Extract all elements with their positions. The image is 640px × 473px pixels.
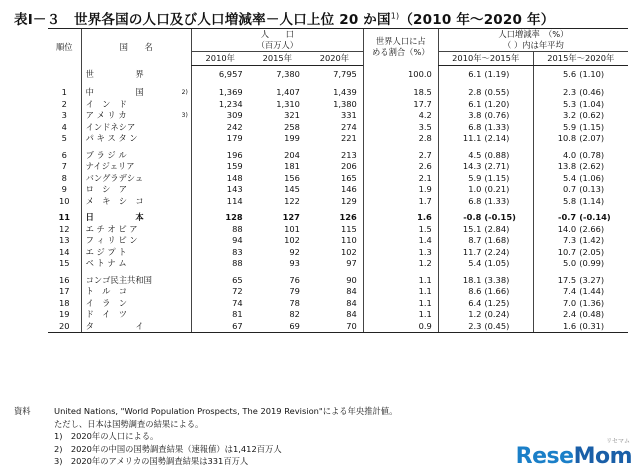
share-cell: 1.1 <box>363 309 438 321</box>
header-growth <box>438 29 628 52</box>
growth-2015-2020-annual-cell: (2.62) <box>579 161 605 171</box>
share-cell: 1.3 <box>363 247 438 259</box>
country-name: エ チ オ ピ ア <box>85 223 138 234</box>
growth-2010-2015-annual-cell: (-0.15) <box>484 212 516 222</box>
header-year-2020: 2020年 <box>306 52 363 66</box>
rank-cell: 4 <box>61 121 67 132</box>
country-name-cell <box>81 275 191 287</box>
growth-2010-2015-cell: 1.0 <box>438 184 482 196</box>
country-row <box>48 275 628 287</box>
share-cell: 2.6 <box>363 161 438 173</box>
header-year-2015: 2015年 <box>249 52 306 66</box>
header-period-2010-2015: 2010年～2015年 <box>438 52 533 66</box>
growth-2010-2015-cell: 4.5 <box>438 150 482 162</box>
rank-cell: 19 <box>59 309 70 319</box>
country-row <box>48 309 628 321</box>
pop-2010-cell: 1,369 <box>191 87 248 99</box>
growth-2010-2015-annual-cell: (0.55) <box>484 87 510 97</box>
growth-2015-2020-annual-cell: (0.62) <box>579 110 605 120</box>
note-1: 1) 2020年の人口による。 <box>54 431 159 441</box>
header-growth-note: （ ）内は年平均 <box>503 40 564 50</box>
growth-2010-2015-annual-cell: (1.66) <box>484 286 510 296</box>
growth-2015-2020-annual-cell: (1.14) <box>579 195 605 206</box>
pop-2020-cell: 165 <box>340 172 357 183</box>
country-name: ト ル コ <box>85 286 128 296</box>
country-row <box>48 196 628 208</box>
country-name-cell <box>81 99 191 111</box>
growth-2015-2020-annual-cell: (1.44) <box>579 286 605 296</box>
country-row <box>48 212 628 224</box>
share-cell: 1.4 <box>363 235 438 247</box>
pop-2020-cell: 97 <box>346 258 357 268</box>
growth-2015-2020-cell: 4.0 <box>533 150 577 162</box>
country-name-cell <box>81 258 191 270</box>
country-name: ド イ ツ <box>85 309 128 319</box>
pop-2020-cell: 221 <box>340 133 357 143</box>
pop-2020-cell: 70 <box>306 321 363 333</box>
growth-2015-2020-annual-cell: (0.99) <box>579 258 605 268</box>
pop-2015-cell: 181 <box>284 161 300 171</box>
pop-2015-cell: 199 <box>284 133 300 143</box>
world-name-text: 世 界 <box>85 68 144 79</box>
world-growth-1-annual: (1.19) <box>484 69 510 79</box>
pop-2015-cell: 258 <box>284 121 300 132</box>
country-name-cell <box>81 286 191 298</box>
country-row <box>48 173 628 185</box>
growth-2010-2015-annual-cell: (1.20) <box>484 98 510 109</box>
pop-2010-cell: 83 <box>191 247 248 259</box>
growth-2010-2015-cell: 5.4 <box>438 258 482 270</box>
pop-2015-cell: 122 <box>284 195 300 206</box>
header-share <box>363 29 438 66</box>
pop-2015-cell: 1,407 <box>276 87 300 97</box>
share-cell: 1.9 <box>363 184 438 196</box>
country-name-cell <box>81 196 191 208</box>
pop-2015-cell: 69 <box>249 321 306 333</box>
share-cell: 1.6 <box>363 212 438 224</box>
share-cell: 1.2 <box>363 258 438 270</box>
share-cell: 2.1 <box>363 173 438 185</box>
growth-2010-2015-cell: 6.4 <box>438 298 482 310</box>
country-name-cell <box>81 321 191 333</box>
growth-2010-2015-cell: -0.8 <box>438 212 482 224</box>
country-name: 中 国 <box>85 87 144 97</box>
share-cell: 1.1 <box>363 286 438 298</box>
header-share-line1: 世界人口に占 <box>375 36 426 47</box>
rank-cell: 8 <box>61 172 67 183</box>
country-name: エ ジ プ ト <box>85 246 127 257</box>
pop-2010-cell: 309 <box>191 110 248 122</box>
title-note-ref: 1) <box>390 11 400 21</box>
resemom-logo <box>516 444 632 469</box>
world-growth-2: 5.6 <box>533 66 577 83</box>
pop-2020-cell: 90 <box>346 274 357 285</box>
note-3: 3) 2020年のアメリカの国勢調査結果は331百万人 <box>54 456 249 466</box>
growth-2010-2015-annual-cell: (0.21) <box>484 184 510 194</box>
country-row <box>48 224 628 236</box>
pop-2020-cell: 213 <box>340 149 357 160</box>
pop-2015-cell: 92 <box>289 246 300 257</box>
pop-2010-cell: 179 <box>191 133 248 145</box>
pop-2015-cell: 101 <box>284 223 300 234</box>
pop-2020-cell: 115 <box>340 223 357 234</box>
growth-2010-2015-cell: 11.7 <box>438 247 482 259</box>
share-cell: 1.1 <box>363 275 438 287</box>
growth-2015-2020-annual-cell: (2.05) <box>579 246 605 257</box>
pop-2015-cell: 76 <box>289 274 300 285</box>
pop-2020-cell: 274 <box>340 121 357 132</box>
country-name: ロ シ ア <box>85 184 128 194</box>
pop-2015-cell: 78 <box>289 297 300 308</box>
pop-2010-cell: 88 <box>191 224 248 236</box>
growth-2010-2015-annual-cell: (2.24) <box>484 246 510 257</box>
pop-2015-cell: 1,310 <box>276 98 300 109</box>
country-row <box>48 110 628 122</box>
growth-2010-2015-cell: 6.8 <box>438 196 482 208</box>
pop-2015-cell: 321 <box>284 110 300 120</box>
pop-2020-cell: 129 <box>340 195 357 206</box>
population-table <box>48 28 628 333</box>
growth-2010-2015-annual-cell: (1.33) <box>484 121 510 132</box>
growth-2015-2020-annual-cell: (1.36) <box>579 297 605 308</box>
growth-2010-2015-cell: 3.8 <box>438 110 482 122</box>
growth-2015-2020-cell: 5.0 <box>533 258 577 270</box>
pop-2015-cell: 79 <box>289 286 300 296</box>
pop-2010-cell: 88 <box>191 258 248 270</box>
pop-2010-cell: 196 <box>191 150 248 162</box>
title-period: （2010 年～2020 年） <box>399 12 555 28</box>
growth-2010-2015-annual-cell: (1.25) <box>484 297 510 308</box>
rank-cell: 20 <box>48 321 81 333</box>
growth-2015-2020-cell: 0.7 <box>533 184 577 196</box>
rank-cell: 18 <box>59 297 70 308</box>
country-row <box>48 99 628 111</box>
country-row <box>48 247 628 259</box>
notes <box>14 405 397 468</box>
growth-2015-2020-cell: 7.3 <box>533 235 577 247</box>
country-name: フ ィ リ ピ ン <box>85 235 138 245</box>
pop-2020-cell: 331 <box>340 110 357 120</box>
header-population <box>191 29 363 52</box>
share-cell: 2.8 <box>363 133 438 145</box>
country-name: ベ ト ナ ム <box>85 258 127 268</box>
growth-2015-2020-cell: 13.8 <box>533 161 577 173</box>
share-cell: 0.9 <box>363 321 438 333</box>
growth-2010-2015-annual-cell: (2.84) <box>484 223 510 234</box>
growth-2015-2020-cell: 1.6 <box>533 321 577 333</box>
country-name-cell <box>81 309 191 321</box>
pop-2020-cell: 84 <box>346 309 357 319</box>
pop-2020-cell: 84 <box>346 286 357 296</box>
pop-2015-cell: 102 <box>284 235 300 245</box>
pop-2010-cell: 72 <box>191 286 248 298</box>
growth-2010-2015-cell: 5.9 <box>438 173 482 185</box>
country-name: イ ラ ン <box>85 297 128 308</box>
growth-2015-2020-annual-cell: (-0.14) <box>579 212 611 222</box>
country-row <box>48 298 628 310</box>
growth-2010-2015-annual-cell: (1.05) <box>484 258 510 268</box>
country-row <box>48 235 628 247</box>
rank-cell: 7 <box>61 161 67 171</box>
growth-2010-2015-cell: 8.7 <box>438 235 482 247</box>
growth-2010-2015-annual-cell: (1.15) <box>484 172 510 183</box>
header-population-label: 人 口 <box>260 29 294 39</box>
header-share-line2: める割合（%） <box>371 47 430 58</box>
country-row <box>48 150 628 162</box>
country-row <box>48 122 628 134</box>
pop-2010-cell: 65 <box>191 275 248 287</box>
country-name: ブ ラ ジ ル <box>85 149 127 160</box>
growth-2010-2015-cell: 14.3 <box>438 161 482 173</box>
growth-2010-2015-annual-cell: (3.38) <box>484 274 510 285</box>
country-row <box>48 87 628 99</box>
rank-cell: 11 <box>58 212 71 222</box>
growth-2010-2015-cell: 18.1 <box>438 275 482 287</box>
growth-2015-2020-annual-cell: (0.31) <box>577 321 628 333</box>
country-name: パ キ ス タ ン <box>85 133 138 143</box>
country-row <box>48 286 628 298</box>
rank-cell: 14 <box>59 246 70 257</box>
logo-subtext: リセマム <box>606 438 630 445</box>
pop-2015-cell: 145 <box>284 184 300 194</box>
header-period-2015-2020: 2015年～2020年 <box>533 52 628 66</box>
rank-cell: 2 <box>61 98 67 109</box>
growth-2010-2015-cell: 6.1 <box>438 99 482 111</box>
growth-2015-2020-annual-cell: (0.78) <box>579 149 605 160</box>
country-name-cell <box>81 235 191 247</box>
growth-2010-2015-annual-cell: (0.24) <box>484 309 510 319</box>
pop-2010-cell: 1,234 <box>191 99 248 111</box>
country-note-ref: 3) <box>181 112 188 119</box>
header-growth-label: 人口増減率 （%） <box>498 29 569 39</box>
rank-cell: 6 <box>61 149 67 160</box>
growth-2010-2015-annual-cell: (0.76) <box>484 110 510 120</box>
growth-2010-2015-annual-cell: (0.88) <box>484 149 510 160</box>
rank-cell: 9 <box>61 184 67 194</box>
pop-2010-cell: 81 <box>191 309 248 321</box>
growth-2010-2015-cell: 15.1 <box>438 224 482 236</box>
growth-2015-2020-annual-cell: (2.07) <box>579 133 605 143</box>
growth-2015-2020-annual-cell: (0.13) <box>579 184 605 194</box>
country-name-cell <box>81 224 191 236</box>
country-row <box>48 258 628 270</box>
pop-2015-cell: 156 <box>284 172 300 183</box>
growth-2015-2020-annual-cell: (1.04) <box>579 98 605 109</box>
growth-2010-2015-cell: 11.1 <box>438 133 482 145</box>
country-name: イ ン ド <box>85 98 128 109</box>
pop-2020-cell: 110 <box>340 235 357 245</box>
pop-2020-cell: 1,380 <box>333 98 357 109</box>
rank-cell: 5 <box>61 133 67 143</box>
pop-2010-cell: 94 <box>191 235 248 247</box>
growth-2010-2015-annual-cell: (0.45) <box>482 321 533 333</box>
notes-source-2: ただし、日本は国勢調査の結果による。 <box>54 418 204 429</box>
pop-2010-cell: 67 <box>191 321 248 333</box>
header-country: 国 名 <box>81 29 191 66</box>
notes-source: United Nations, "World Population Prospects, The 2019 Revision"による年央推計値。 <box>54 406 398 416</box>
header-rank: 順位 <box>48 29 81 66</box>
pop-2015-cell: 82 <box>289 309 300 319</box>
share-cell: 17.7 <box>363 99 438 111</box>
world-growth-1: 6.1 <box>438 66 482 83</box>
growth-2015-2020-cell: 7.0 <box>533 298 577 310</box>
growth-2010-2015-annual-cell: (2.14) <box>484 133 510 143</box>
country-name: バングラデシュ <box>85 172 144 183</box>
header-year-2010: 2010年 <box>191 52 248 66</box>
growth-2015-2020-annual-cell: (1.15) <box>579 121 605 132</box>
growth-2015-2020-cell: 5.9 <box>533 122 577 134</box>
pop-2015-cell: 127 <box>282 212 300 222</box>
growth-2010-2015-cell: 1.2 <box>438 309 482 321</box>
pop-2010-cell: 148 <box>191 173 248 185</box>
growth-2015-2020-cell: 2.3 <box>533 87 577 99</box>
growth-2010-2015-annual-cell: (1.68) <box>484 235 510 245</box>
growth-2015-2020-annual-cell: (1.06) <box>579 172 605 183</box>
logo-text-b: Mom <box>573 444 632 469</box>
country-row <box>48 184 628 196</box>
country-name: インドネシア <box>85 121 136 132</box>
share-cell: 3.5 <box>363 122 438 134</box>
rank-cell: 15 <box>59 258 70 268</box>
share-cell: 2.7 <box>363 150 438 162</box>
pop-2010-cell: 143 <box>191 184 248 196</box>
growth-2010-2015-cell: 6.8 <box>438 122 482 134</box>
growth-2015-2020-annual-cell: (0.46) <box>579 87 605 97</box>
growth-2015-2020-cell: 10.8 <box>533 133 577 145</box>
share-cell: 4.2 <box>363 110 438 122</box>
world-row <box>48 66 628 83</box>
country-row <box>48 161 628 173</box>
growth-2015-2020-annual-cell: (0.48) <box>579 309 605 319</box>
growth-2015-2020-cell: 5.3 <box>533 99 577 111</box>
growth-2015-2020-cell: 5.8 <box>533 196 577 208</box>
growth-2015-2020-annual-cell: (2.66) <box>579 223 605 234</box>
country-name: メ キ シ コ <box>85 195 144 206</box>
world-growth-2-annual: (1.10) <box>579 69 605 79</box>
country-name-cell <box>81 298 191 310</box>
growth-2015-2020-cell: 17.5 <box>533 275 577 287</box>
growth-2015-2020-cell: 5.4 <box>533 173 577 185</box>
pop-2020-cell: 1,439 <box>333 87 357 97</box>
growth-2015-2020-cell: 2.4 <box>533 309 577 321</box>
growth-2010-2015-cell: 2.8 <box>438 87 482 99</box>
rank-cell: 3 <box>61 110 67 120</box>
country-name-cell <box>81 212 191 224</box>
note-2: 2) 2020年の中国の国勢調査結果（速報値）は1,412百万人 <box>54 443 282 454</box>
growth-2010-2015-annual-cell: (2.71) <box>484 161 510 171</box>
country-name-cell <box>81 122 191 134</box>
growth-2015-2020-cell: 10.7 <box>533 247 577 259</box>
title-text: 表Ⅰ－３ 世界各国の人口及び人口増減率－人口上位 20 か国 <box>14 12 391 28</box>
country-row <box>48 133 628 145</box>
rank-cell: 17 <box>59 286 70 296</box>
world-pop-2015: 7,380 <box>276 69 300 79</box>
country-name-cell <box>81 247 191 259</box>
rank-cell: 1 <box>61 87 67 97</box>
pop-2010-cell: 114 <box>191 196 248 208</box>
growth-2015-2020-cell: 14.0 <box>533 224 577 236</box>
pop-2020-cell: 206 <box>340 161 357 171</box>
growth-2010-2015-annual-cell: (1.33) <box>484 195 510 206</box>
country-name-cell <box>81 150 191 162</box>
pop-2020-cell: 146 <box>340 184 357 194</box>
country-name: ア メ リ カ <box>85 110 127 120</box>
country-name-cell <box>81 184 191 196</box>
growth-2015-2020-cell: 3.2 <box>533 110 577 122</box>
world-name <box>81 66 191 83</box>
table-title <box>14 8 634 28</box>
pop-2010-cell: 242 <box>191 122 248 134</box>
header-population-unit: （百万人） <box>256 40 299 50</box>
country-name-cell <box>81 87 191 99</box>
growth-2015-2020-annual-cell: (3.27) <box>579 274 605 285</box>
logo-text-a: Rese <box>515 444 574 469</box>
country-name-cell <box>81 161 191 173</box>
pop-2015-cell: 93 <box>289 258 300 268</box>
pop-2020-cell: 102 <box>340 246 357 257</box>
world-pop-2010: 6,957 <box>191 66 248 83</box>
country-name: ナイジェリア <box>85 161 135 171</box>
rank-cell: 12 <box>59 223 70 234</box>
notes-label: 資料 <box>14 406 31 416</box>
rank-cell: 16 <box>59 274 70 285</box>
share-cell: 18.5 <box>363 87 438 99</box>
growth-2015-2020-annual-cell: (1.42) <box>579 235 605 245</box>
rank-cell: 10 <box>59 195 70 206</box>
growth-2010-2015-cell: 2.3 <box>438 321 482 333</box>
country-name: コンゴ民主共和国 <box>85 274 152 285</box>
country-name-cell <box>81 133 191 145</box>
pop-2010-cell: 159 <box>191 161 248 173</box>
world-pop-2020: 7,795 <box>333 69 357 79</box>
world-share: 100.0 <box>363 66 438 83</box>
country-row <box>48 321 628 333</box>
country-name: 日 本 <box>85 212 144 222</box>
pop-2020-cell: 126 <box>339 212 357 222</box>
pop-2010-cell: 74 <box>191 298 248 310</box>
share-cell: 1.1 <box>363 298 438 310</box>
rank-cell: 13 <box>59 235 70 245</box>
country-name-cell <box>81 110 191 122</box>
country-name: タ イ <box>85 320 144 331</box>
pop-2020-cell: 84 <box>346 297 357 308</box>
share-cell: 1.5 <box>363 224 438 236</box>
country-note-ref: 2) <box>181 89 188 96</box>
pop-2015-cell: 204 <box>284 149 300 160</box>
share-cell: 1.7 <box>363 196 438 208</box>
pop-2010-cell: 128 <box>191 212 248 224</box>
growth-2010-2015-cell: 8.6 <box>438 286 482 298</box>
growth-2015-2020-cell: 7.4 <box>533 286 577 298</box>
country-name-cell <box>81 173 191 185</box>
growth-2015-2020-cell: -0.7 <box>533 212 577 224</box>
